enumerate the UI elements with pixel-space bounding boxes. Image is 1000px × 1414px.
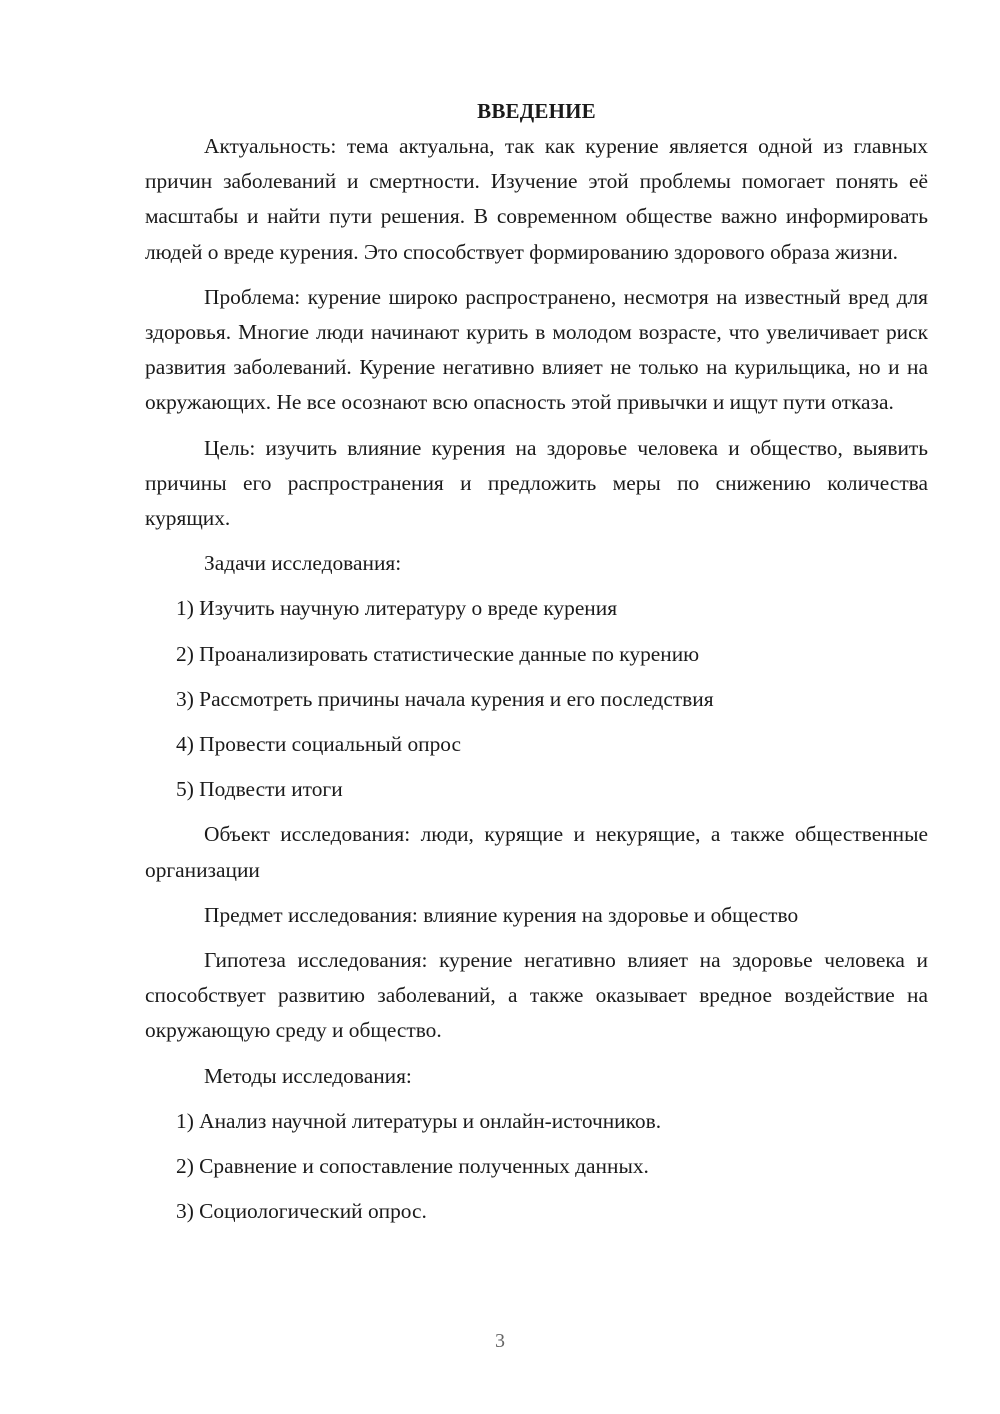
hypothesis-paragraph: Гипотеза исследования: курение негативно влияет на здоровье человека и способствует развитию заболеваний, а также оказывает вредное воздействие на окружающую среду и общество. bbox=[145, 948, 928, 1043]
task-item: 2) Проанализировать статистические данные по курению bbox=[176, 641, 700, 666]
tasks-heading: Задачи исследования: bbox=[204, 551, 402, 576]
relevance-paragraph: Актуальность: тема актуальна, так как курение является одной из главных причин заболеваний и смертности. Изучение этой проблемы помогает понять её масштабы и найти пути решения. В современном обществе важно информировать людей о вреде курения. Это способствует формированию здорового образа жизни. bbox=[145, 134, 928, 264]
page-number: 3 bbox=[495, 1330, 505, 1352]
task-item: 4) Провести социальный опрос bbox=[176, 732, 462, 757]
method-item: 2) Сравнение и сопоставление полученных данных. bbox=[176, 1154, 649, 1179]
page-title: ВВЕДЕНИЕ bbox=[477, 99, 596, 123]
goal-paragraph: Цель: изучить влияние курения на здоровье человека и общество, выявить причины его распространения и предложить меры по снижению количества курящих. bbox=[145, 435, 928, 531]
methods-heading: Методы исследования: bbox=[204, 1063, 412, 1088]
method-item: 1) Анализ научной литературы и онлайн-источников. bbox=[176, 1108, 662, 1133]
tasks-list bbox=[145, 591, 928, 807]
task-item: 3) Рассмотреть причины начала курения и его последствия bbox=[176, 686, 714, 711]
subject-paragraph: Предмет исследования: влияние курения на здоровье и общество bbox=[204, 902, 799, 927]
method-item: 3) Социологический опрос. bbox=[176, 1199, 427, 1224]
document-page bbox=[145, 94, 928, 1239]
task-item: 1) Изучить научную литературу о вреде курения bbox=[176, 596, 618, 621]
task-item: 5) Подвести итоги bbox=[176, 777, 343, 802]
object-paragraph: Объект исследования: люди, курящие и некурящие, а также общественные организации bbox=[145, 822, 928, 882]
methods-list bbox=[145, 1104, 928, 1230]
problem-paragraph: Проблема: курение широко распространено, несмотря на известный вред для здоровья. Многие люди начинают курить в молодом возрасте, что увеличивает риск развития заболеваний. Курение негативно влияет не только на курильщика, но и на окружающих. Не все осознают всю опасность этой привычки и ищут пути отказа. bbox=[145, 284, 928, 415]
